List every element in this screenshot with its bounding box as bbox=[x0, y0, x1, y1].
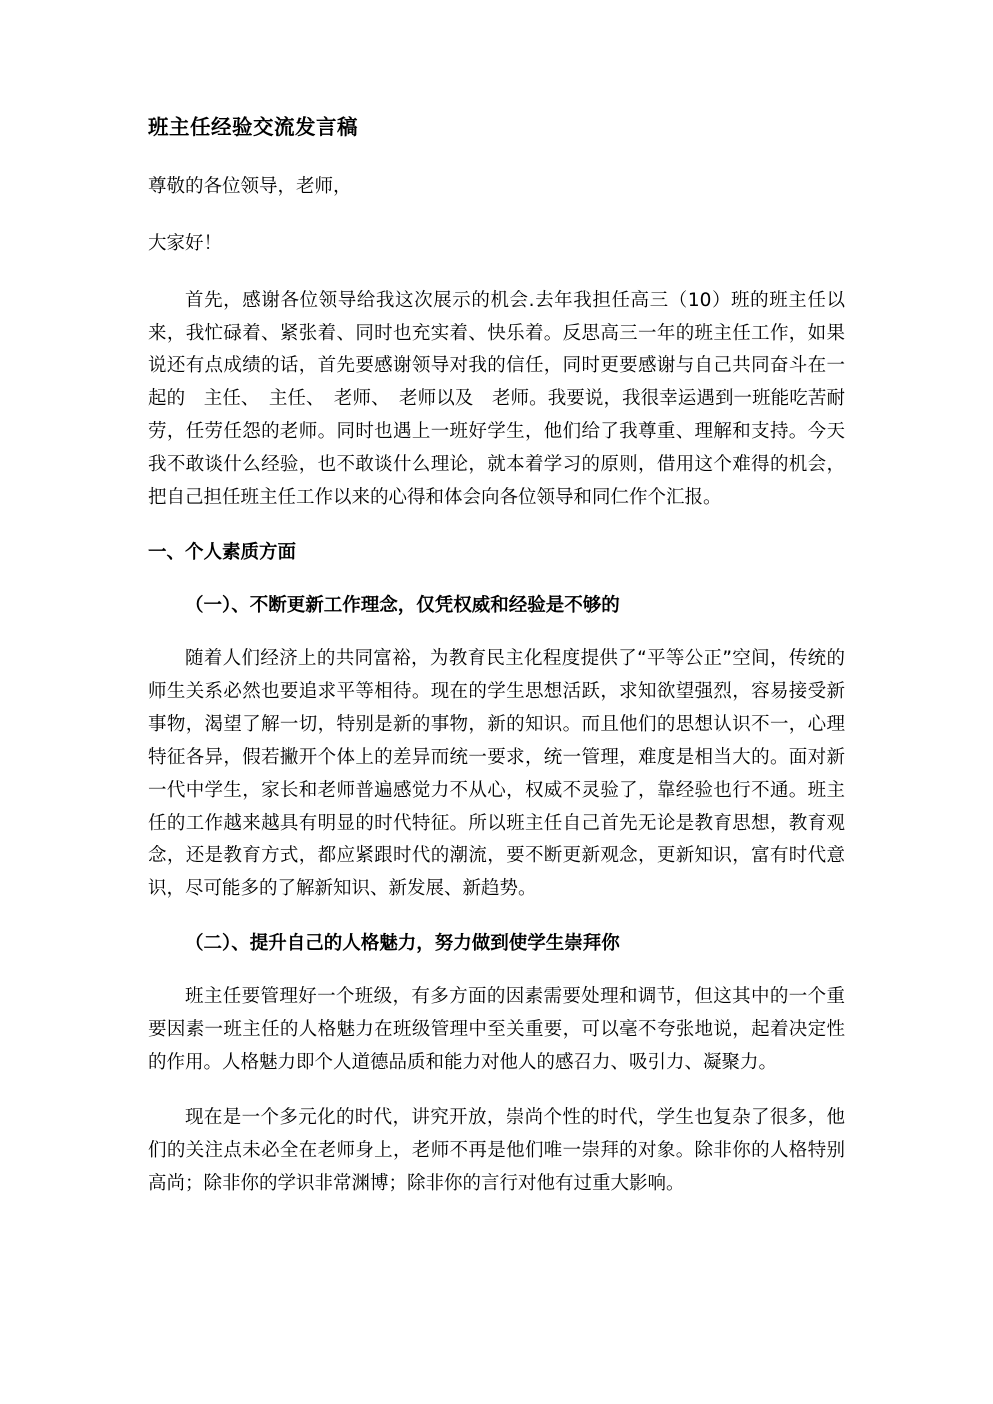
salutation-line: 尊敬的各位领导，老师， bbox=[148, 175, 352, 197]
subsection-heading-1: （一）、不断更新工作理念，仅凭权威和经验是不够的 bbox=[185, 594, 620, 616]
subsection-2-paragraph-2: 现在是一个多元化的时代，讲究开放，崇尚个性的时代，学生也复杂了很多，他们的关注点未必全在老师身上，老师不再是他们唯一崇拜的对象。除非你的人格特别高尚；除非你的学识非常渊博；除非你的言行对他有过重大影响。 bbox=[148, 1106, 845, 1194]
page-title: 班主任经验交流发言稿 bbox=[148, 115, 358, 139]
greeting-line: 大家好！ bbox=[148, 232, 223, 254]
intro-paragraph: 首先，感谢各位领导给我这次展示的机会.去年我担任高三（10）班的班主任以来，我忙碌着、紧张着、同时也充实着、快乐着。反思高三一年的班主任工作，如果说还有点成绩的话，首先要感谢领导对我的信任，同时更要感谢与自己共同奋斗在一起的 主任、 主任、 老师、 老师以及 老师。我要说，我很幸运遇到一班能吃苦耐劳，任劳任怨的老师。同时也遇上一班好学生，他们给了我尊重、理解和支持。今天我不敢谈什么经验，也不敢谈什么理论，就本着学习的原则，借用这个难得的机会，把自己担任班主任工作以来的心得和体会向各位领导和同仁作个汇报。 bbox=[148, 289, 845, 509]
section-heading-1: 一、个人素质方面 bbox=[148, 542, 297, 564]
subsection-heading-2: （二）、提升自己的人格魅力，努力做到使学生崇拜你 bbox=[185, 933, 620, 955]
subsection-2-paragraph-1: 班主任要管理好一个班级，有多方面的因素需要处理和调节，但这其中的一个重要因素一班主任的人格魅力在班级管理中至关重要，可以毫不夸张地说，起着决定性的作用。人格魅力即个人道德品质和能力对他人的感召力、吸引力、凝聚力。 bbox=[148, 986, 845, 1074]
subsection-1-paragraph: 随着人们经济上的共同富裕，为教育民主化程度提供了“平等公正”空间，传统的师生关系必然也要追求平等相待。现在的学生思想活跃，求知欲望强烈，容易接受新事物，渴望了解一切，特别是新的事物，新的知识。而且他们的思想认识不一，心理特征各异，假若撇开个体上的差异而统一要求，统一管理，难度是相当大的。面对新一代中学生，家长和老师普遍感觉力不从心，权威不灵验了，靠经验也行不通。班主任的工作越来越具有明显的时代特征。所以班主任自己首先无论是教育思想，教育观念，还是教育方式，都应紧跟时代的潮流，要不断更新观念，更新知识，富有时代意识，尽可能多的了解新知识、新发展、新趋势。 bbox=[148, 647, 845, 900]
